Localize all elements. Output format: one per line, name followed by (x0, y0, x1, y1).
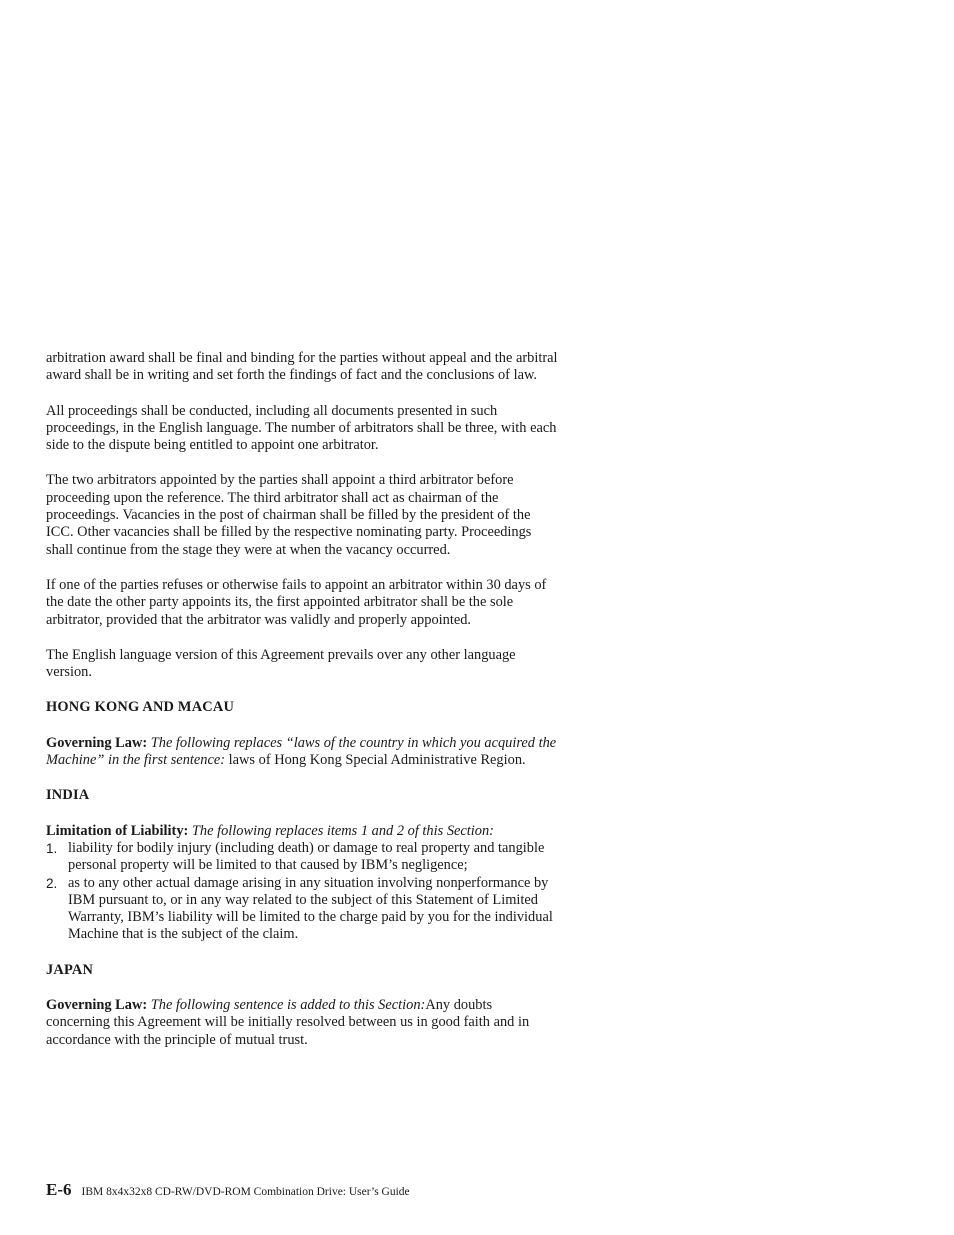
list-item-text: as to any other actual damage arising in any situation involving nonperformance by IBM pursuant to, or in any way related to the subject of this Statement of Limited Warranty, IBM’s liability will be limited to the charge paid by you for the individual Machine that is the subject of the claim. (68, 874, 553, 943)
hong-kong-label: Governing Law: (46, 734, 148, 751)
paragraph-proceedings-language: All proceedings shall be conducted, including all documents presented in such proceedings, in the English language. The number of arbitrators shall be three, with each side to the dispute being entitled to appoint one arbitrator. (46, 402, 557, 454)
paragraph-english-version: The English language version of this Agreement prevails over any other language version. (46, 646, 516, 681)
section-heading-japan: JAPAN (46, 961, 94, 978)
list-item (46, 840, 558, 875)
japan-governing-law (46, 997, 558, 1049)
paragraph-third-arbitrator: The two arbitrators appointed by the parties shall appoint a third arbitrator before proceeding upon the reference. The third arbitrator shall act as chairman of the proceedings. Vacancies in the post of chairman shall be filled by the president of the ICC. Other vacancies shall be filled by the respective nominating party. Proceedings shall continue from the stage they were at when the vacancy occurred. (46, 472, 532, 558)
page-number: E-6 (46, 1180, 72, 1199)
document-title: IBM 8x4x32x8 CD-RW/DVD-ROM Combination Drive: User’s Guide (81, 1186, 410, 1198)
japan-text: Any doubts concerning this Agreement will be initially resolved between us in good faith and in accordance with the principle of mutual trust. (46, 997, 530, 1048)
paragraph-arbitration-award: arbitration award shall be final and binding for the parties without appeal and the arbitral award shall be in writing and set forth the findings of fact and the conclusions of law. (46, 350, 558, 384)
list-item-text: liability for bodily injury (including death) or damage to real property and tangible personal property will be limited to that caused by IBM’s negligence; (68, 839, 545, 874)
india-limitation (46, 823, 558, 840)
list-item-number: 2. (46, 875, 58, 891)
hong-kong-governing-law (46, 735, 558, 770)
hong-kong-italic: The following replaces “laws of the country in which you acquired the Machine” in the first sentence: (46, 734, 557, 769)
japan-label: Governing Law: (46, 997, 148, 1014)
list-item (46, 875, 558, 944)
paragraph-failure-to-appoint: If one of the parties refuses or otherwise fails to appoint an arbitrator within 30 days of the date the other party appoints its, the first appointed arbitrator shall be the sole arbitrator, provided that the arbitrator was validly and properly appointed. (46, 576, 547, 628)
hong-kong-text: laws of Hong Kong Special Administrative Region. (225, 752, 526, 769)
india-list (46, 840, 558, 944)
india-label: Limitation of Liability: (46, 822, 189, 839)
section-heading-hong-kong: HONG KONG AND MACAU (46, 699, 235, 716)
page-footer (46, 1180, 646, 1200)
page-body (46, 350, 558, 1067)
japan-italic: The following sentence is added to this Section: (150, 997, 426, 1014)
list-item-number: 1. (46, 840, 58, 856)
india-italic: The following replaces items 1 and 2 of this Section: (191, 822, 494, 839)
section-heading-india: INDIA (46, 787, 90, 804)
